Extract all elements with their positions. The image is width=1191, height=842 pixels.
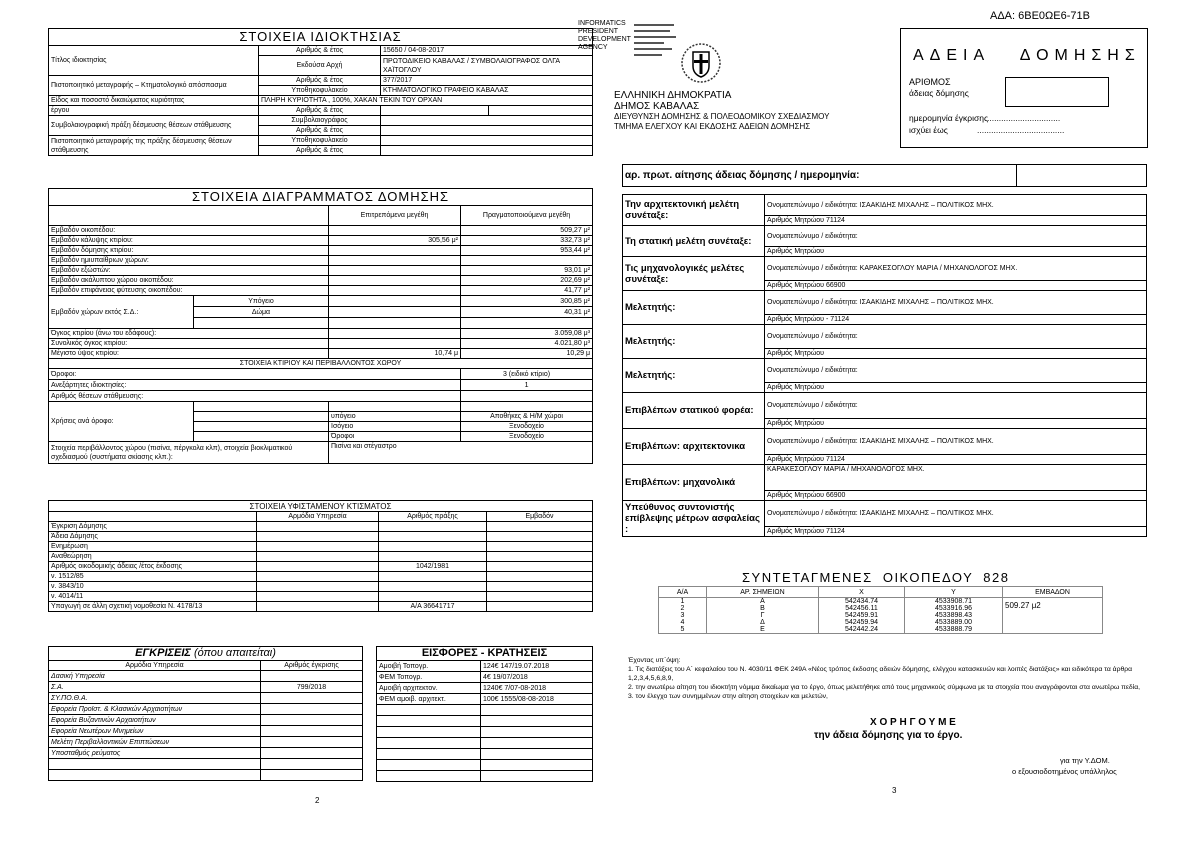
cell bbox=[379, 542, 487, 552]
permit-number-field[interactable] bbox=[1005, 77, 1109, 107]
engineer-reg: Αριθμός Μητρώου 71124 bbox=[765, 455, 1147, 465]
department: ΤΜΗΜΑ ΕΛΕΓΧΟΥ ΚΑΙ ΕΚΔΟΣΗΣ ΑΔΕΙΩΝ ΔΟΜΗΣΗΣ bbox=[614, 121, 811, 131]
value: ΠΛΗΡΗ ΚΥΡΙΟΤΗΤΑ , 100%, ΧΑΚΑΝ ΤΕΚΙΝ ΤΟΥ ΟΡΧΑΝ bbox=[259, 96, 593, 106]
approvals-section bbox=[48, 646, 362, 781]
cell bbox=[487, 592, 593, 602]
cell bbox=[487, 522, 593, 532]
cell bbox=[257, 562, 379, 572]
value bbox=[381, 116, 593, 126]
approvals-title: ΕΓΚΡΙΣΕΙΣ bbox=[135, 647, 191, 659]
actual-value bbox=[461, 318, 593, 329]
allowed-value: 10,74 μ bbox=[329, 349, 461, 359]
use-value bbox=[461, 402, 593, 412]
engineer-role: Επιβλέπων στατικού φορέα: bbox=[623, 393, 765, 429]
existing-row-label: Άδεια Δόμησης bbox=[49, 532, 257, 542]
approval-service: Εφορεία Νεωτέρων Μνημείων bbox=[49, 726, 261, 737]
engineer-role: Τη στατική μελέτη συνέταξε: bbox=[623, 226, 765, 257]
engineer-reg: Αριθμός Μητρώου 71124 bbox=[765, 527, 1147, 537]
fee-value bbox=[481, 705, 593, 716]
env-label: Όροφοι: bbox=[49, 369, 461, 380]
diagram-label: Εμβαδόν επιφάνειας φύτευσης οικοπέδου: bbox=[49, 286, 329, 296]
considerations-block bbox=[628, 656, 1148, 701]
env-space-value: Πισίνα και στέγαστρο bbox=[329, 442, 593, 464]
cell bbox=[257, 542, 379, 552]
fee-value: 4€ 19/07/2018 bbox=[481, 672, 593, 683]
coord-area: 509.27 μ2 bbox=[1003, 598, 1103, 634]
header: Αριθμός πράξης bbox=[379, 512, 487, 522]
blank-cell bbox=[49, 206, 329, 226]
coordinates-title: ΣΥΝΤΕΤΑΓΜΕΝΕΣ ΟΙΚΟΠΕΔΟΥ 828 bbox=[742, 570, 1010, 585]
engineer-name: Ονοματεπώνυμο / ειδικότητα: ΙΣΑΑΚΙΔΗΣ ΜΙΧΑΛΗΣ – ΠΟΛΙΤΙΚΟΣ ΜΗΧ. bbox=[765, 429, 1147, 455]
coord-y-col: 4533908.71 4533916.96 4533898.43 4533889.00 4533888.79 bbox=[905, 598, 1003, 634]
existing-row-label: ν. 4014/11 bbox=[49, 592, 257, 602]
diagram-label: Εμβαδόν δόμησης κτιρίου: bbox=[49, 246, 329, 256]
engineer-role: Μελετητής: bbox=[623, 325, 765, 359]
engineers-section bbox=[622, 164, 1146, 537]
stamp-line: INFORMATICS PRESIDENT bbox=[578, 20, 626, 35]
env-label: Ανεξάρτητες ιδιοκτησίες: bbox=[49, 380, 461, 391]
signature-line-1: για την Υ.ΔΟΜ. bbox=[1060, 756, 1110, 765]
blank-cell bbox=[194, 412, 329, 422]
cell bbox=[257, 552, 379, 562]
valid-until-dots: ..................................... bbox=[977, 125, 1065, 135]
engineer-role: Μελετητής: bbox=[623, 359, 765, 393]
fee-label bbox=[377, 760, 481, 771]
actual-value: 509,27 μ² bbox=[461, 226, 593, 236]
ownership-label: Πιστοποιητικό μεταγραφής της πράξης δέσμευσης θέσεων στάθμευσης bbox=[49, 136, 259, 156]
cell: 1042/1981 bbox=[379, 562, 487, 572]
fees-title: ΕΙΣΦΟΡΕΣ - ΚΡΑΤΗΣΕΙΣ bbox=[377, 647, 593, 661]
coord-point-col: Α Β Γ Δ Ε bbox=[707, 598, 819, 634]
approval-service bbox=[49, 759, 261, 770]
allowed-value bbox=[329, 329, 461, 339]
stamp-line: DEVELOPMENT bbox=[578, 36, 631, 43]
fee-value: 100€ 1555/08-08-2018 bbox=[481, 694, 593, 705]
actual-value: 202,69 μ² bbox=[461, 276, 593, 286]
approval-service: ΣΥ.ΠΟ.Θ.Α. bbox=[49, 693, 261, 704]
approval-number bbox=[261, 737, 363, 748]
protocol-value[interactable] bbox=[1017, 165, 1147, 187]
coord-header: Υ bbox=[905, 587, 1003, 598]
existing-row-label: Αριθμός οικοδομικής άδειας /έτος έκδοσης bbox=[49, 562, 257, 572]
actual-value: 40,31 μ² bbox=[461, 307, 593, 318]
engineer-name: Ονοματεπώνυμο / ειδικότητα: bbox=[765, 325, 1147, 349]
engineer-name: Ονοματεπώνυμο / ειδικότητα: bbox=[765, 226, 1147, 247]
engineer-reg: Αριθμός Μητρώου 66900 bbox=[765, 491, 1147, 501]
sub-label: Αριθμός & έτος bbox=[259, 126, 381, 136]
use-floor: Ισόγειο bbox=[329, 422, 461, 432]
coord-header: Α/Α bbox=[659, 587, 707, 598]
existing-row-label: Υπαγωγή σε άλλη σχετική νομοθεσία Ν. 4178/13 bbox=[49, 602, 257, 612]
approval-service: Εφορεία Προϊστ. & Κλασικών Αρχαιοτήτων bbox=[49, 704, 261, 715]
fee-label: ΦΕΜ αμοιβ. αρχιτεκτ. bbox=[377, 694, 481, 705]
engineer-reg: Αριθμός Μητρώου 66900 bbox=[765, 281, 1147, 291]
diagram-label: Συνολικός όγκος κτιρίου: bbox=[49, 339, 329, 349]
engineer-reg: Αριθμός Μητρώου bbox=[765, 383, 1147, 393]
header bbox=[49, 512, 257, 522]
value bbox=[381, 126, 593, 136]
outside-sub: Δώμα bbox=[194, 307, 329, 318]
engineer-role: Υπεύθυνος συντονιστής επίβλεψης μέτρων ασφαλείας : bbox=[623, 501, 765, 537]
actual-value: 4.021,80 μ³ bbox=[461, 339, 593, 349]
value: ΠΡΩΤΟΔΙΚΕΙΟ ΚΑΒΑΛΑΣ / ΣΥΜΒΟΛΑΙΟΓΡΑΦΟΣ ΟΛΓΑ ΧΑΪΤΟΓΛΟΥ bbox=[381, 56, 593, 76]
header: Αρμόδια Υπηρεσία bbox=[257, 512, 379, 522]
cell bbox=[379, 532, 487, 542]
approval-service: Υποσταθμός ρεύματος bbox=[49, 748, 261, 759]
allowed-value bbox=[329, 339, 461, 349]
approval-date-dots: ............................... bbox=[987, 113, 1061, 123]
greek-emblem bbox=[680, 40, 722, 86]
sub-label: Υποθηκοφυλακείο bbox=[259, 86, 381, 96]
value bbox=[489, 106, 593, 116]
fee-label bbox=[377, 738, 481, 749]
sub-label: Αριθμός & έτος bbox=[259, 46, 381, 56]
directorate: ΔΙΕΥΘΥΝΣΗ ΔΟΜΗΣΗΣ & ΠΟΛΕΟΔΟΜΙΚΟΥ ΣΧΕΔΙΑΣΜΟΥ bbox=[614, 112, 830, 121]
sub-label: Αριθμός & έτος bbox=[259, 146, 381, 156]
diagram-label: Εμβαδόν οικοπέδου: bbox=[49, 226, 329, 236]
fee-value: 124€ 147/19.07.2018 bbox=[481, 661, 593, 672]
engineer-reg: Αριθμός Μητρώου 71124 bbox=[765, 216, 1147, 226]
allowed-value bbox=[329, 246, 461, 256]
approvals-title-note: (όπου απαιτείται) bbox=[193, 647, 276, 659]
sub-label: Αριθμός & έτος bbox=[259, 76, 381, 86]
actual-value: 41,77 μ² bbox=[461, 286, 593, 296]
blank-cell bbox=[194, 402, 329, 412]
existing-row-label: Ενημέρωση bbox=[49, 542, 257, 552]
municipality: ΔΗΜΟΣ ΚΑΒΑΛΑΣ bbox=[614, 101, 700, 112]
permit-number-sub: άδειας δόμησης bbox=[909, 88, 969, 98]
fee-label: Αμοιβή Τοπογρ. bbox=[377, 661, 481, 672]
header: Εμβαδόν bbox=[487, 512, 593, 522]
use-floor: υπόγειο bbox=[329, 412, 461, 422]
env-value bbox=[461, 391, 593, 402]
cell bbox=[487, 552, 593, 562]
approval-service: Μελέτη Περιβαλλοντικών Επιπτώσεων bbox=[49, 737, 261, 748]
use-value: Ξενοδοχείο bbox=[461, 432, 593, 442]
use-value: Ξενοδοχείο bbox=[461, 422, 593, 432]
engineer-role: Μελετητής: bbox=[623, 291, 765, 325]
ownership-label: Είδος και ποσοστό δικαιώματος κυριότητας bbox=[49, 96, 259, 106]
permit-number-label: ΑΡΙΘΜΟΣ bbox=[909, 77, 951, 87]
actual-value: 93,01 μ² bbox=[461, 266, 593, 276]
actual-value: 332,73 μ² bbox=[461, 236, 593, 246]
uses-label: Χρήσεις ανά όροφο: bbox=[49, 402, 194, 442]
env-title: ΣΤΟΙΧΕΙΑ ΚΤΙΡΙΟΥ ΚΑΙ ΠΕΡΙΒΑΛΛΟΝΤΟΣ ΧΩΡΟΥ bbox=[49, 359, 593, 369]
approval-number bbox=[261, 671, 363, 682]
fee-value bbox=[481, 727, 593, 738]
actual-value: 10,29 μ bbox=[461, 349, 593, 359]
approval-service bbox=[49, 770, 261, 781]
use-floor: Όροφοι bbox=[329, 432, 461, 442]
actual-value: 300,85 μ² bbox=[461, 296, 593, 307]
engineers-table bbox=[622, 194, 1147, 537]
engineer-reg: Αριθμός Μητρώου - 71124 bbox=[765, 315, 1147, 325]
existing-row-label: ν. 3843/10 bbox=[49, 582, 257, 592]
fee-value bbox=[481, 749, 593, 760]
outside-sub bbox=[194, 318, 329, 329]
allowed-value bbox=[329, 256, 461, 266]
diagram-label: Εμβαδόν κάλυψης κτιρίου: bbox=[49, 236, 329, 246]
use-value: Αποθήκες & Η/Μ χώροι bbox=[461, 412, 593, 422]
sub-label: Εκδούσα Αρχή bbox=[259, 56, 381, 76]
cell bbox=[487, 572, 593, 582]
consideration-item: 2. την ανωτέρω αίτηση του ιδιοκτήτη νόμιμα δικαίωμα για το έργο, όπως μελετήθηκε από τους μηχανικούς σύμφωνα με τα στοιχεία που αναγράφονται στα ανωτέρω πεδία, bbox=[628, 684, 1141, 691]
coord-header: ΑΡ. ΣΗΜΕΙΩΝ bbox=[707, 587, 819, 598]
engineer-name: Ονοματεπώνυμο / ειδικότητα: bbox=[765, 359, 1147, 383]
blank-cell bbox=[194, 422, 329, 432]
approval-service: Σ.Α. bbox=[49, 682, 261, 693]
existing-title: ΣΤΟΙΧΕΙΑ ΥΦΙΣΤΑΜΕΝΟΥ ΚΤΙΣΜΑΤΟΣ bbox=[49, 501, 593, 512]
allowed-value bbox=[329, 296, 461, 307]
authority-block bbox=[614, 90, 904, 131]
cell bbox=[379, 582, 487, 592]
env-space-label: Στοιχεία περιβάλλοντος χώρου (πισίνα, πέργκολα κλπ), στοιχεία βιοκλιματικού σχεδιασμού (συστήματα σκίασης κλπ.): bbox=[49, 442, 329, 464]
sub-label: Υποθηκοφυλακείο bbox=[259, 136, 381, 146]
env-value: 1 bbox=[461, 380, 593, 391]
cell bbox=[379, 572, 487, 582]
engineer-name: Ονοματεπώνυμο / ειδικότητα: ΙΣΑΑΚΙΔΗΣ ΜΙΧΑΛΗΣ – ΠΟΛΙΤΙΚΟΣ ΜΗΧ. bbox=[765, 195, 1147, 216]
env-value: 3 (ειδικό κτίριο) bbox=[461, 369, 593, 380]
cell bbox=[379, 592, 487, 602]
approval-number bbox=[261, 693, 363, 704]
engineer-name: ΚΑΡΑΚΕΣΟΓΛΟΥ ΜΑΡΙΑ / ΜΗΧΑΝΟΛΟΓΟΣ ΜΗΧ. bbox=[765, 465, 1147, 491]
considerations-intro: Έχοντας υπ΄όψη: bbox=[628, 657, 681, 664]
actual-value: 3.059,08 μ³ bbox=[461, 329, 593, 339]
consideration-item: 3. τον έλεγχο των συνημμένων στην αίτηση στοιχείων και μελετών, bbox=[628, 693, 828, 700]
grant-heading: Χ Ο Ρ Η Γ Ο Υ Μ Ε bbox=[870, 717, 956, 728]
fee-label: Αμοιβή αρχιτεκτον. bbox=[377, 683, 481, 694]
approval-number: 799/2018 bbox=[261, 682, 363, 693]
fee-label bbox=[377, 705, 481, 716]
coord-x-col: 542434.74 542456.11 542459.91 542459.94 542442.24 bbox=[819, 598, 905, 634]
env-label: Αριθμός θέσεων στάθμευσης: bbox=[49, 391, 461, 402]
existing-row-label: Αναθεώρηση bbox=[49, 552, 257, 562]
allowed-value bbox=[329, 286, 461, 296]
coord-index-col: 1 2 3 4 5 bbox=[659, 598, 707, 634]
approval-number bbox=[261, 770, 363, 781]
allowed-value: 305,56 μ² bbox=[329, 236, 461, 246]
agency-logo-icon bbox=[634, 22, 682, 58]
engineer-reg: Αριθμός Μητρώου bbox=[765, 247, 1147, 257]
cell bbox=[257, 592, 379, 602]
cell bbox=[487, 542, 593, 552]
value bbox=[381, 146, 593, 156]
header: Αριθμός έγκρισης bbox=[261, 661, 363, 671]
page-number-right: 3 bbox=[892, 786, 897, 795]
permit-title: ΑΔΕΙΑ ΔΟΜΗΣΗΣ bbox=[913, 47, 1141, 64]
fee-label bbox=[377, 749, 481, 760]
value bbox=[381, 106, 489, 116]
coat-of-arms-icon bbox=[680, 40, 722, 86]
cell bbox=[487, 602, 593, 612]
engineer-role: Την αρχιτεκτονική μελέτη συνέταξε: bbox=[623, 195, 765, 226]
approvals-title-cell bbox=[49, 647, 363, 661]
consideration-item: 1. Τις διατάξεις του Α΄ κεφαλαίου του Ν. 4030/11 ΦΕΚ 249Α «Νέος τρόπος έκδοσης αδειών δόμησης, ελέγχου κατασκευών και λοιπές διατάξεις» και ειδικότερα τα άρθρα 1,2,3,4,5,6,8,9, bbox=[628, 666, 1133, 682]
engineer-reg: Αριθμός Μητρώου bbox=[765, 419, 1147, 429]
header: Αρμόδια Υπηρεσία bbox=[49, 661, 261, 671]
sub-label: Συμβολαιογράφος bbox=[259, 116, 381, 126]
actual-value bbox=[461, 256, 593, 266]
republic: ΕΛΛΗΝΙΚΗ ΔΗΜΟΚΡΑΤΙΑ bbox=[614, 90, 732, 101]
engineer-reg: Αριθμός Μητρώου bbox=[765, 349, 1147, 359]
agency-logo-text bbox=[634, 22, 682, 58]
cell bbox=[257, 572, 379, 582]
cell bbox=[379, 552, 487, 562]
approval-service: Δασική Υπηρεσία bbox=[49, 671, 261, 682]
value bbox=[381, 136, 593, 146]
allowed-value bbox=[329, 318, 461, 329]
value: ΚΤΗΜΑΤΟΛΟΓΙΚΟ ΓΡΑΦΕΙΟ ΚΑΒΑΛΑΣ bbox=[381, 86, 593, 96]
allowed-value bbox=[329, 276, 461, 286]
engineer-role: Επιβλέπων: μηχανολικά bbox=[623, 465, 765, 501]
value: 377/2017 bbox=[381, 76, 593, 86]
cell bbox=[487, 532, 593, 542]
col-actual: Πραγματοποιούμενα μεγέθη bbox=[461, 206, 593, 226]
protocol-label: αρ. πρωτ. αίτησης άδειας δόμησης / ημερομηνία: bbox=[623, 165, 1017, 187]
cell bbox=[257, 522, 379, 532]
outside-sub: Υπόγειο bbox=[194, 296, 329, 307]
outside-label: Εμβαδόν χώρων εκτός Σ.Δ.: bbox=[49, 296, 194, 329]
page-number-left: 2 bbox=[315, 796, 320, 805]
stamp-line: AGENCY bbox=[578, 44, 608, 51]
fee-value bbox=[481, 738, 593, 749]
approval-date-label: ημερομηνία έγκρισης bbox=[909, 113, 989, 123]
fee-label bbox=[377, 727, 481, 738]
agency-stamp bbox=[578, 20, 640, 52]
cell bbox=[257, 602, 379, 612]
fees-section bbox=[376, 646, 592, 782]
coordinates-section bbox=[658, 586, 1102, 634]
diagram-label: Εμβαδόν εξώστών: bbox=[49, 266, 329, 276]
existing-row-label: Έγκριση Δόμησης bbox=[49, 522, 257, 532]
diagram-label: Όγκος κτιρίου (άνω του εδάφους): bbox=[49, 329, 329, 339]
existing-section bbox=[48, 500, 592, 612]
allowed-value bbox=[329, 266, 461, 276]
approval-number bbox=[261, 704, 363, 715]
cell: Α/Α 36641717 bbox=[379, 602, 487, 612]
fee-value bbox=[481, 760, 593, 771]
diagram-section bbox=[48, 188, 592, 464]
ownership-title: ΣΤΟΙΧΕΙΑ ΙΔΙΟΚΤΗΣΙΑΣ bbox=[49, 29, 593, 46]
engineer-role: Τις μηχανολογικές μελέτες συνέταξε: bbox=[623, 257, 765, 291]
allowed-value bbox=[329, 307, 461, 318]
diagram-title: ΣΤΟΙΧΕΙΑ ΔΙΑΓΡΑΜΜΑΤΟΣ ΔΟΜΗΣΗΣ bbox=[49, 189, 593, 206]
ownership-label: Πιστοποιητικό μεταγραφής – Κτηματολογικό απόσπασμα bbox=[49, 76, 259, 96]
ownership-label: έργου bbox=[49, 106, 259, 116]
fee-value: 1240€ 7/07-08-2018 bbox=[481, 683, 593, 694]
diagram-label: Εμβαδόν ημιυπαίθριων χώρων: bbox=[49, 256, 329, 266]
ownership-label: Τίτλος ιδιοκτησίας bbox=[49, 46, 259, 76]
coord-header: Χ bbox=[819, 587, 905, 598]
approval-number bbox=[261, 759, 363, 770]
cell bbox=[487, 582, 593, 592]
use-floor bbox=[329, 402, 461, 412]
permit-box bbox=[900, 28, 1148, 148]
engineer-name: Ονοματεπώνυμο / ειδικότητα: ΙΣΑΑΚΙΔΗΣ ΜΙΧΑΛΗΣ – ΠΟΛΙΤΙΚΟΣ ΜΗΧ. bbox=[765, 501, 1147, 527]
approval-number bbox=[261, 748, 363, 759]
coord-header: ΕΜΒΑΔΟΝ bbox=[1003, 587, 1103, 598]
engineer-name: Ονοματεπώνυμο / ειδικότητα: ΚΑΡΑΚΕΣΟΓΛΟΥ ΜΑΡΙΑ / ΜΗΧΑΝΟΛΟΓΟΣ ΜΗΧ. bbox=[765, 257, 1147, 281]
grant-subheading: την άδεια δόμησης για το έργο. bbox=[814, 730, 963, 741]
cell bbox=[487, 562, 593, 572]
approval-service: Εφορεία Βυζαντινών Αρχαιοτήτων bbox=[49, 715, 261, 726]
fee-value bbox=[481, 771, 593, 782]
engineer-name: Ονοματεπώνυμο / ειδικότητα: bbox=[765, 393, 1147, 419]
allowed-value bbox=[329, 226, 461, 236]
diagram-label: Εμβαδόν ακάλυπτου χώρου οικοπέδου: bbox=[49, 276, 329, 286]
cell bbox=[257, 582, 379, 592]
col-allowed: Επιτρεπόμενα μεγέθη bbox=[329, 206, 461, 226]
blank-cell bbox=[194, 432, 329, 442]
cell bbox=[257, 532, 379, 542]
fee-label: ΦΕΜ Τοπογρ. bbox=[377, 672, 481, 683]
ownership-section bbox=[48, 28, 592, 156]
existing-row-label: ν. 1512/85 bbox=[49, 572, 257, 582]
ownership-label: Συμβολαιογραφική πράξη δέσμευσης θέσεων στάθμευσης bbox=[49, 116, 259, 136]
engineer-name: Ονοματεπώνυμο / ειδικότητα: ΙΣΑΑΚΙΔΗΣ ΜΙΧΑΛΗΣ – ΠΟΛΙΤΙΚΟΣ ΜΗΧ. bbox=[765, 291, 1147, 315]
actual-value: 953,44 μ² bbox=[461, 246, 593, 256]
sub-label: Αριθμός & έτος bbox=[259, 106, 381, 116]
signature-line-2: ο εξουσιοδοτημένος υπάλληλος bbox=[1012, 767, 1117, 776]
fee-label bbox=[377, 771, 481, 782]
engineer-role: Επιβλέπων: αρχιτεκτονικα bbox=[623, 429, 765, 465]
ada-code: ΑΔΑ: 6ΒΕ0ΩΕ6-71Β bbox=[990, 10, 1090, 22]
diagram-label: Μέγιστο ύψος κτιρίου: bbox=[49, 349, 329, 359]
cell bbox=[379, 522, 487, 532]
value: 15650 / 04-08-2017 bbox=[381, 46, 593, 56]
valid-until-label: ισχύει έως bbox=[909, 125, 948, 135]
